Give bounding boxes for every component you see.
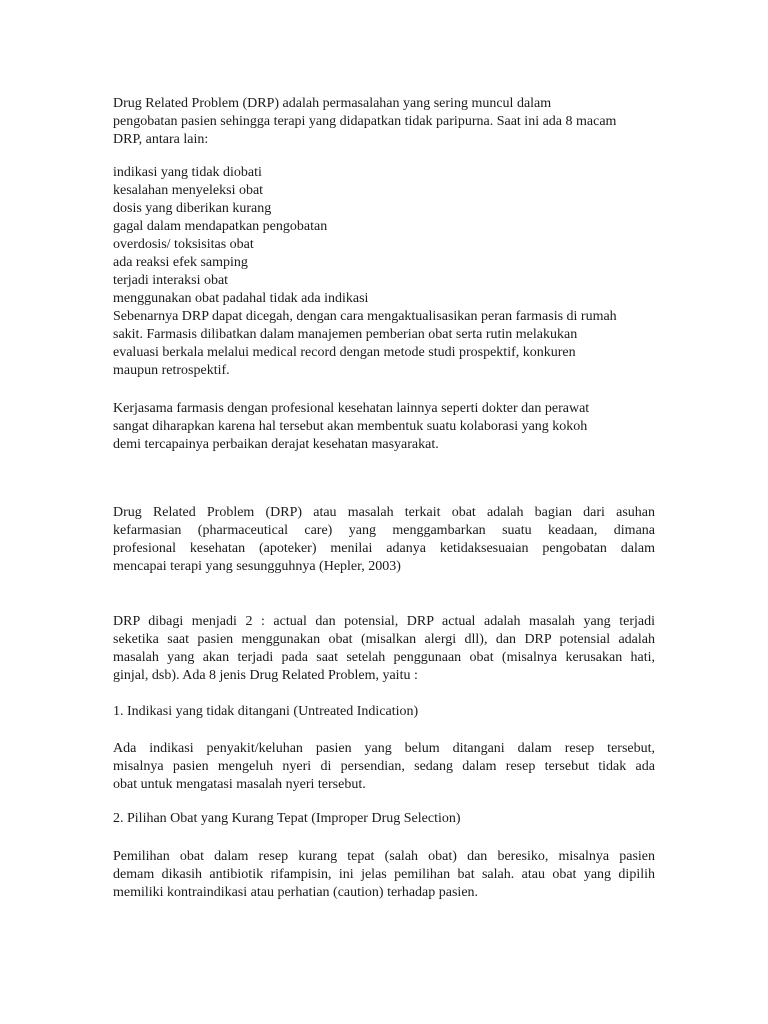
text-line: sakit. Farmasis dilibatkan dalam manajemen pemberian obat serta rutin melakukan	[113, 327, 578, 342]
section-1-body	[113, 740, 655, 794]
definition-paragraph	[113, 504, 655, 576]
heading-text: 1. Indikasi yang tidak ditangani (Untreated Indication)	[113, 704, 419, 719]
heading-text: 2. Pilihan Obat yang Kurang Tepat (Improper Drug Selection)	[113, 811, 461, 826]
list-item: dosis yang diberikan kurang	[113, 201, 272, 216]
section-2-body	[113, 848, 655, 902]
text-line: Sebenarnya DRP dapat dicegah, dengan cara mengaktualisasikan peran farmasis di rumah	[113, 309, 617, 324]
text-line: misalnya pasien mengeluh nyeri di persendian, sedang dalam resep tersebut tidak ada	[113, 759, 655, 774]
list-item: menggunakan obat padahal tidak ada indikasi	[113, 291, 369, 306]
text-line: masalah yang akan terjadi pada saat setelah penggunaan obat (misalnya kerusakan hati,	[113, 650, 655, 665]
section-heading-2	[113, 810, 461, 828]
text-line: sangat diharapkan karena hal tersebut akan membentuk suatu kolaborasi yang kokoh	[113, 419, 588, 434]
list-item: gagal dalam mendapatkan pengobatan	[113, 219, 328, 234]
text-line: Pemilihan obat dalam resep kurang tepat (salah obat) dan beresiko, misalnya pasien	[113, 849, 655, 864]
collaboration-paragraph	[113, 400, 589, 454]
text-line: pengobatan pasien sehingga terapi yang didapatkan tidak paripurna. Saat ini ada 8 macam	[113, 114, 617, 129]
text-line: mencapai terapi yang sesungguhnya (Hepler, 2003)	[113, 559, 401, 574]
text-line: demi tercapainya perbaikan derajat kesehatan masyarakat.	[113, 437, 439, 452]
drp-types-paragraph	[113, 613, 655, 685]
text-line: DRP dibagi menjadi 2 : actual dan potensial, DRP actual adalah masalah yang terjadi	[113, 614, 655, 629]
list-item: indikasi yang tidak diobati	[113, 165, 262, 180]
list-item: ada reaksi efek samping	[113, 255, 248, 270]
text-line: Ada indikasi penyakit/keluhan pasien yang belum ditangani dalam resep tersebut,	[113, 741, 655, 756]
text-line: demam dikasih antibiotik rifampisin, ini jelas pemilihan bat salah. atau obat yang dipilih	[113, 867, 655, 882]
intro-paragraph	[113, 95, 616, 149]
text-line: Drug Related Problem (DRP) adalah permasalahan yang sering muncul dalam	[113, 96, 552, 111]
section-heading-1	[113, 703, 418, 721]
list-item: overdosis/ toksisitas obat	[113, 237, 254, 252]
text-line: profesional kesehatan (apoteker) menilai adanya ketidaksesuaian pengobatan dalam	[113, 541, 655, 556]
text-line: ginjal, dsb). Ada 8 jenis Drug Related Problem, yaitu :	[113, 668, 418, 683]
drp-list	[113, 164, 368, 308]
text-line: kefarmasian (pharmaceutical care) yang menggambarkan suatu keadaan, dimana	[113, 523, 655, 538]
text-line: Drug Related Problem (DRP) atau masalah terkait obat adalah bagian dari asuhan	[113, 505, 655, 520]
text-line: obat untuk mengatasi masalah nyeri tersebut.	[113, 777, 366, 792]
text-line: maupun retrospektif.	[113, 363, 230, 378]
list-item: terjadi interaksi obat	[113, 273, 229, 288]
text-line: DRP, antara lain:	[113, 132, 209, 147]
list-item: kesalahan menyeleksi obat	[113, 183, 264, 198]
prevention-paragraph	[113, 308, 617, 380]
text-line: Kerjasama farmasis dengan profesional kesehatan lainnya seperti dokter dan perawat	[113, 401, 590, 416]
text-line: seketika saat pasien menggunakan obat (misalkan alergi dll), dan DRP potensial adalah	[113, 632, 655, 647]
text-line: memiliki kontraindikasi atau perhatian (caution) terhadap pasien.	[113, 885, 479, 900]
text-line: evaluasi berkala melalui medical record dengan metode studi prospektif, konkuren	[113, 345, 576, 360]
